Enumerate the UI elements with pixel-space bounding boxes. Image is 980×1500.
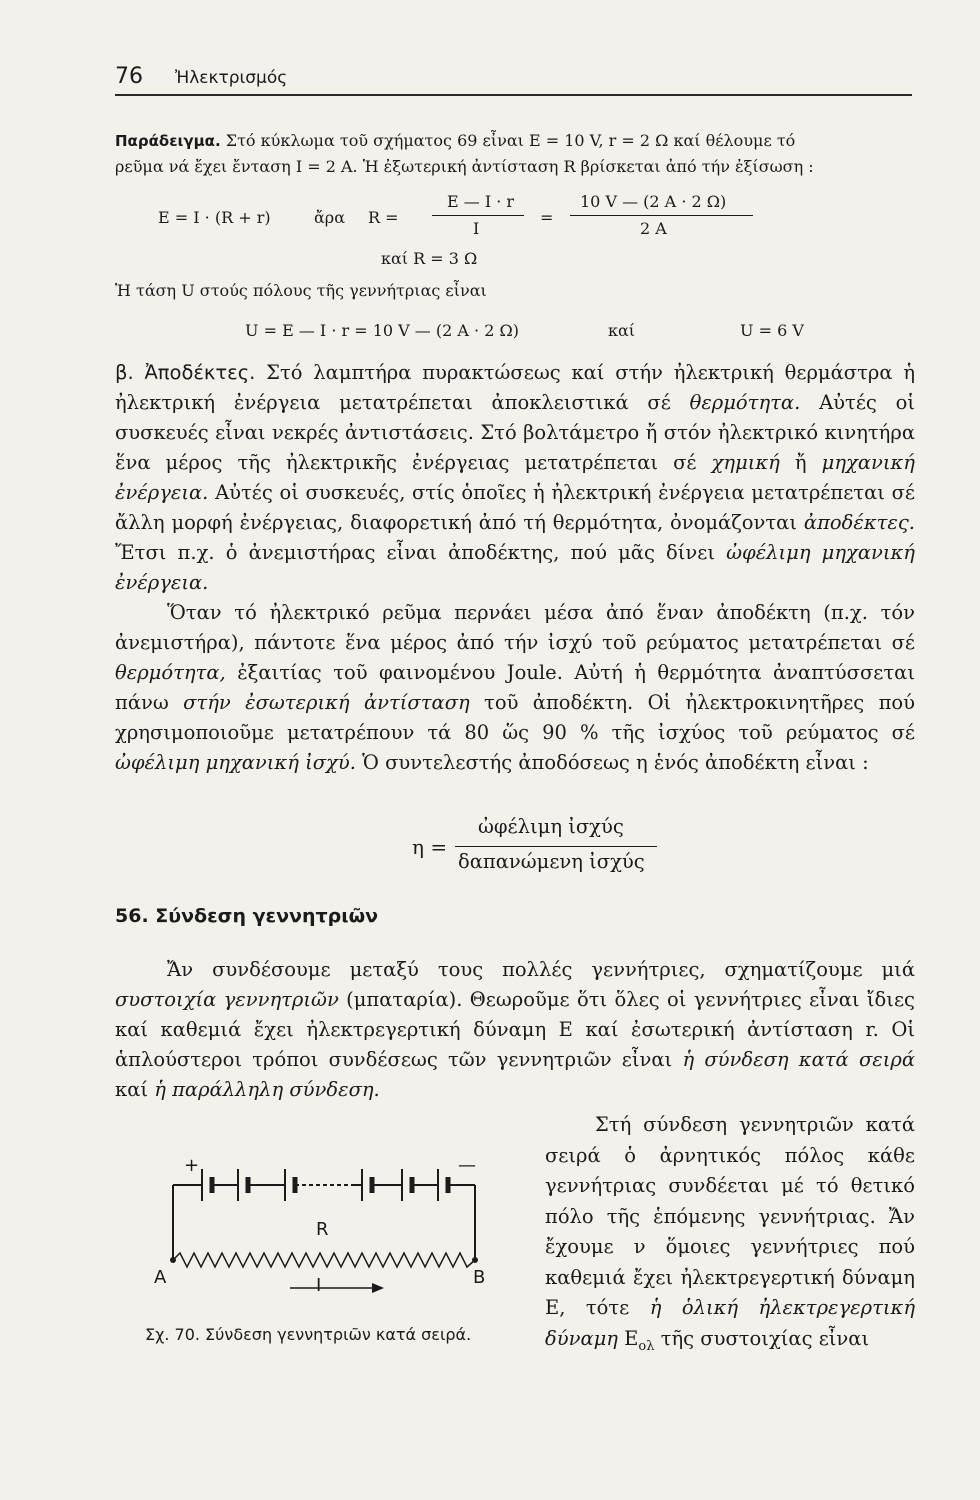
eta-numerator: ὠφέλιμη ἰσχύς [478,815,624,838]
voltage-equation: U = E — I · r = 10 V — (2 A · 2 Ω) [245,321,519,340]
equation-r-equals: R = [368,208,399,227]
receivers-label: β. Ἀποδέκτες. [115,361,256,384]
section-heading: 56. Σύνδεση γεννητριῶν [115,905,379,927]
current-label: I [316,1275,322,1296]
resistor-label: R [316,1219,329,1240]
equation-left: E = I · (R + r) [158,208,271,227]
equation-ara: ἄρα [314,208,346,227]
resistor-zigzag [173,1253,475,1267]
eta-equals: η = [412,835,448,859]
eta-denominator: δαπανώμενη ἰσχύς [458,850,645,873]
voltage-kai: καί [608,321,636,340]
receivers-paragraph-2: Ὅταν τό ἠλεκτρικό ρεῦμα περνάει μέσα ἀπό ἕναν ἀποδέκτη (π.χ. τόν ἀνεμιστήρα), πάντοτε ἕνα μέρος ἀπό τήν ἰσχύ τοῦ ρεύματος μετατρέπεται σέ θερμότητα, ἐξαιτίας τοῦ φαινομένου Joule. Αὐτή ἡ θερμότητα ἀναπτύσσεται πάνω στήν ἐσωτερική ἀντίσταση τοῦ ἀποδέκτη. Οἱ ἠλεκτροκινητῆρες πού χρησιμοποιοῦμε μετατρέπουν τά 80 ὥς 90 % τῆς ἰσχύος τοῦ ρεύματος σέ ὠφέλιμη μηχανική ἰσχύ. Ὁ συντελεστής ἀποδόσεως η ἑνός ἀποδέκτη εἶναι : [115,601,915,774]
receivers-paragraph-1: β. Ἀποδέκτες. Στό λαμπτήρα πυρακτώσεως καί στήν ἠλεκτρική θερμάστρα ἡ ἠλεκτρική ἐνέργεια μετατρέπεται ἀποκλειστικά σέ θερμότητα. Αὐτές οἱ συσκευές εἶναι νεκρές ἀντιστάσεις. Στό βολτάμετρο ἤ στόν ἠλεκτρικό κινητήρα ἕνα μέρος τῆς ἠλεκτρικῆς ἐνέργειας μετατρέπεται σέ χημική ἤ μηχανική ἐνέργεια. Αὐτές οἱ συσκευές, στίς ὁποῖες ἡ ἠλεκτρική ἐνέργεια μετατρέπεται σέ ἄλλη μορφή ἐνέργειας, διαφορετική ἀπό τή θερμότητα, ὀνομάζονται ἀποδέκτες. Ἔτσι π.χ. ὁ ἀνεμιστήρας εἶναι ἀποδέκτης, πού μᾶς δίνει ὠφέλιμη μηχανική ἐνέργεια. [115,361,916,594]
eta-fraction-bar [455,846,657,847]
fraction1-numerator: E — I · r [447,192,515,211]
equation-equals: = [540,208,554,227]
equation-result: καί R = 3 Ω [381,249,478,268]
voltage-intro: Ἡ τάση U στούς πόλους τῆς γεννήτριας εἶναι [115,281,487,300]
terminal-b [472,1257,478,1263]
plus-sign: + [184,1155,200,1176]
point-a-label: A [154,1267,167,1288]
example-paragraph [115,128,915,180]
running-title: Ἠλεκτρισμός [175,68,288,88]
circuit-diagram [140,1155,520,1305]
terminal-a [170,1257,176,1263]
section-paragraph-1: Ἄν συνδέσουμε μεταξύ τους πολλές γεννήτριες, σχηματίζουμε μιά συστοιχία γεννητριῶν (μπαταρία). Θεωροῦμε ὅτι ὅλες οἱ γεννήτριες εἶναι ἴδιες καί καθεμιά ἔχει ἠλεκτρεγερτική δύναμη E καί ἐσωτερική ἀντίσταση r. Οἱ ἁπλούστεροι τρόποι συνδέσεως τῶν γεννητριῶν εἶναι ἡ σύνδεση κατά σειρά καί ἡ παράλληλη σύνδεση. [115,958,915,1101]
fraction1-denominator: I [473,219,480,238]
page-number: 76 [115,64,143,89]
page-header [115,64,912,96]
series-connection-paragraph: Στή σύνδεση γεννητριῶν κατά σειρά ὁ ἀρνητικός πόλος κάθε γεννήτριας συνδέεται μέ τό θετικό πόλο τῆς ἑπόμενης γεννήτριας. Ἄν ἔχουμε ν ὅμοιες γεννήτριες πού καθεμιά ἔχει ἠλεκτρεγερτική δύναμη E, τότε ἡ ὁλική ἠλεκτρεγερτική δύναμη $E_{o\lambda}$ τῆς συστοιχίας εἶναι [545,1113,916,1354]
example-line1: Στό κύκλωμα τοῦ σχήματος 69 εἶναι E = 10 V, r = 2 Ω καί θέλουμε τό [220,131,796,150]
fraction2-denominator: 2 A [640,219,667,238]
receivers-section [115,358,915,778]
point-b-label: B [473,1267,486,1288]
figure-caption: Σχ. 70. Σύνδεση γεννητριῶν κατά σειρά. [145,1325,472,1344]
example-label: Παράδειγμα. [115,132,221,150]
minus-sign: — [458,1155,476,1176]
current-arrow-head [372,1283,384,1293]
example-line2: ρεῦμα νά ἔχει ἔνταση I = 2 A. Ἡ ἐξωτερική ἀντίσταση R βρίσκεται ἀπό τήν ἐξίσωση : [115,157,814,176]
fraction2-numerator: 10 V — (2 A · 2 Ω) [580,192,727,211]
voltage-result: U = 6 V [740,321,804,340]
series-circuit-figure [140,1155,520,1305]
